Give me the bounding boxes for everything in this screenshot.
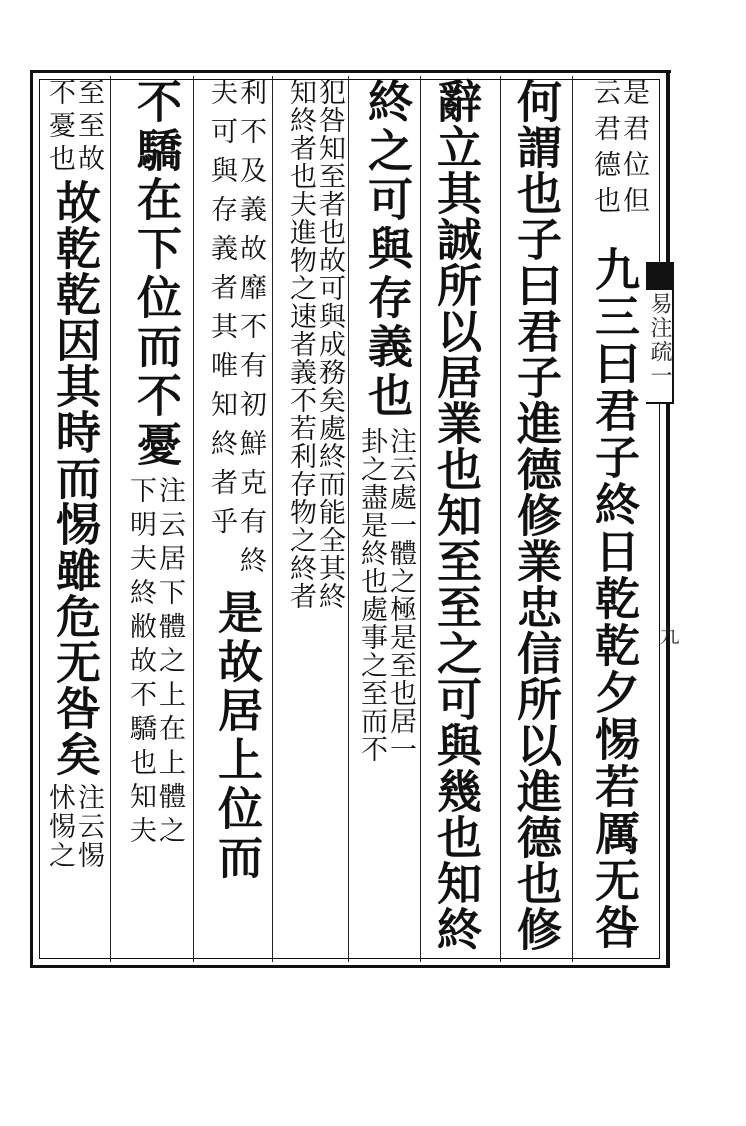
- main-text-line: 終之可與存義也: [360, 78, 413, 421]
- commentary-line: 利不及義故靡不有初鮮克有終: [235, 78, 266, 585]
- text-column-1b: [587, 246, 640, 1126]
- column-rule: [420, 76, 421, 962]
- column-rule: [500, 76, 501, 962]
- commentary-line: 犯咎知至者也故可與成務矣處終而能全其終: [314, 78, 345, 610]
- commentary-line: 卦之盡是終也處事之至而不: [356, 427, 387, 763]
- commentary-line: 注云惕: [73, 783, 104, 870]
- main-text-line: 不驕在下位而不憂: [129, 78, 182, 470]
- text-column-6: [204, 78, 268, 958]
- commentary-line: 知終者也夫進物之速者義不若利存物之終者: [285, 78, 316, 610]
- commentary-line: 是君位但: [618, 78, 649, 222]
- page-number: 九: [656, 625, 680, 645]
- text-column-7: [120, 78, 190, 958]
- text-column-3: [429, 78, 482, 958]
- frame-corner-mark: [663, 70, 671, 73]
- commentary-line: 不憂也: [44, 78, 75, 177]
- main-text-line: 辭立其誠所以居業也知至至之可與幾也知終: [429, 78, 482, 952]
- commentary-line: 云君德也: [589, 78, 620, 222]
- column-rule: [572, 76, 573, 962]
- main-text-line: 何謂也子曰君子進德修業忠信所以進德也修: [509, 78, 562, 952]
- text-column-5: [280, 78, 344, 958]
- text-column-8: [40, 78, 108, 958]
- column-rule: [110, 76, 111, 962]
- commentary-line: 至至故: [73, 78, 104, 177]
- commentary-line: 注云處一體之極是至也居一: [385, 427, 416, 763]
- fishtail-mark: [646, 264, 672, 290]
- main-text-line: 九三曰君子終日乾乾夕惕若厲无咎: [587, 246, 640, 951]
- text-column-2: [509, 78, 562, 958]
- commentary-line: 夫可與存義者其唯知終者乎: [206, 78, 237, 546]
- commentary-line: 怵惕之: [44, 783, 75, 870]
- column-rule: [193, 76, 194, 962]
- commentary-line: 下明夫終敝故不驕也知夫: [125, 476, 156, 850]
- text-column-4: [356, 78, 416, 958]
- commentary-line: 注云居下體之上在上體之: [154, 476, 185, 850]
- main-text-line: 故乾乾因其時而惕雖危无咎矣: [48, 179, 101, 777]
- column-rule: [348, 76, 349, 962]
- column-rule: [272, 76, 273, 962]
- main-text-line: 是故居上位而: [210, 589, 263, 883]
- margin-title: 易注疏一: [647, 292, 672, 388]
